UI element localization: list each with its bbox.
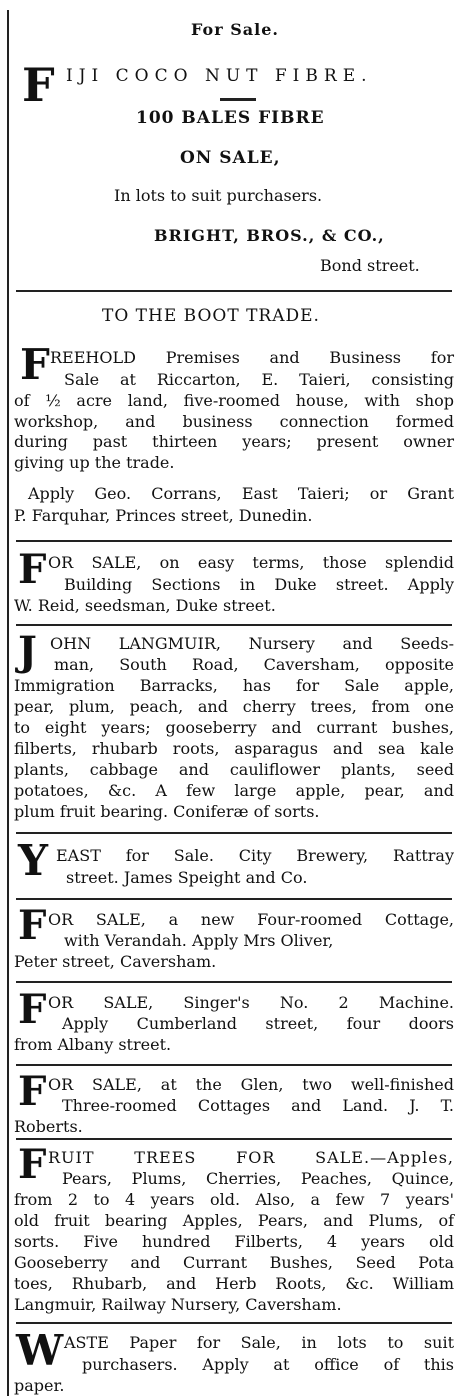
drop-cap: F [18, 902, 47, 949]
ad-line: street. James Speight and Co. [66, 868, 308, 887]
ad-line: giving up the trade. [14, 453, 175, 472]
ad-line: Sale at Riccarton, E. Taieri, consisting [64, 370, 454, 389]
drop-cap: F [20, 340, 50, 389]
ad-line: during past thirteen years; present owner [14, 432, 454, 451]
ad-line: with Verandah. Apply Mrs Oliver, [64, 931, 334, 950]
ad-line: Langmuir, Railway Nursery, Caversham. [14, 1295, 342, 1314]
ad-heading: TO THE BOOT TRADE. [102, 306, 320, 326]
divider [16, 981, 452, 983]
ad-line: to eight years; gooseberry and currant bushes, [14, 718, 454, 737]
ad-line: from Albany street. [14, 1035, 172, 1054]
ad-line: W. Reid, seedsman, Duke street. [14, 596, 276, 615]
ad-line: pear, plum, peach, and cherry trees, from one [14, 697, 454, 716]
ad-line: RUIT TREES FOR SALE.—Apples, [48, 1148, 454, 1167]
ad-line: BRIGHT, BROS., & CO., [154, 226, 385, 245]
ad-line: man, South Road, Caversham, opposite [54, 655, 454, 674]
ad-line: Three-roomed Cottages and Land. J. T. [62, 1096, 454, 1115]
divider [16, 290, 452, 292]
drop-cap: W [16, 1326, 64, 1375]
ad-line: Peter street, Caversham. [14, 952, 217, 971]
ad-line: Pears, Plums, Cherries, Peaches, Quince, [62, 1169, 454, 1188]
ad-line: OR SALE, on easy terms, those splendid [48, 553, 454, 572]
ad-line: toes, Rhubarb, and Herb Roots, &c. William [14, 1274, 454, 1293]
section-header: For Sale. [191, 20, 279, 39]
divider [16, 832, 452, 834]
ad-line: paper. [14, 1376, 65, 1395]
ad-line: of ½ acre land, five-roomed house, with shop [14, 391, 454, 410]
ad-line: Apply Geo. Corrans, East Taieri; or Grant [28, 484, 454, 503]
ad-line: OR SALE, a new Four-roomed Cottage, [48, 910, 454, 929]
ad-line: plants, cabbage and cauliflower plants, seed [14, 760, 454, 779]
ad-line: sorts. Five hundred Filberts, 4 years old [14, 1232, 454, 1251]
drop-cap: F [18, 546, 47, 593]
divider [16, 898, 452, 900]
ad-line: old fruit bearing Apples, Pears, and Plums, of [14, 1211, 454, 1230]
drop-cap: F [18, 1068, 47, 1115]
ad-line: Roberts. [14, 1117, 83, 1136]
drop-cap: J [18, 628, 37, 675]
ad-line: Gooseberry and Currant Bushes, Seed Pota [14, 1253, 454, 1272]
ad-line: ON SALE, [180, 148, 281, 168]
ad-line: plum fruit bearing. Coniferæ of sorts. [14, 802, 320, 821]
ad-line: Immigration Barracks, has for Sale apple, [14, 676, 454, 695]
drop-cap: F [18, 986, 47, 1033]
ad-line: Building Sections in Duke street. Apply [64, 575, 454, 594]
ad-line: Bond street. [320, 256, 420, 275]
divider [16, 1064, 452, 1066]
ad-line: from 2 to 4 years old. Also, a few 7 years' [14, 1190, 454, 1209]
divider [16, 1322, 452, 1324]
ad-line: REEHOLD Premises and Business for [50, 348, 454, 367]
ad-line: ASTE Paper for Sale, in lots to suit [64, 1333, 454, 1352]
drop-cap: Y [18, 836, 48, 885]
column-border [7, 10, 9, 1396]
ad-line: workshop, and business connection formed [14, 412, 454, 431]
ad-line: OR SALE, Singer's No. 2 Machine. [48, 993, 454, 1012]
ad-line: In lots to suit purchasers. [114, 186, 323, 205]
ad-line: filberts, rhubarb roots, asparagus and sea kale [14, 739, 454, 758]
ad-line: P. Farquhar, Princes street, Dunedin. [14, 506, 313, 525]
ad-title: IJI COCO NUT FIBRE. [66, 66, 373, 86]
drop-cap: F [18, 1141, 47, 1188]
ad-line: OR SALE, at the Glen, two well-finished [48, 1075, 454, 1094]
ad-line: purchasers. Apply at office of this [82, 1355, 454, 1374]
ad-line: EAST for Sale. City Brewery, Rattray [56, 846, 454, 865]
divider [220, 98, 256, 101]
ad-line: Apply Cumberland street, four doors [62, 1014, 454, 1033]
divider [16, 1138, 452, 1140]
divider [16, 624, 452, 626]
ad-line: 100 BALES FIBRE [136, 108, 325, 128]
ad-line: OHN LANGMUIR, Nursery and Seeds- [50, 634, 454, 653]
drop-cap: F [22, 58, 55, 112]
divider [16, 540, 452, 542]
ad-line: potatoes, &c. A few large apple, pear, and [14, 781, 454, 800]
